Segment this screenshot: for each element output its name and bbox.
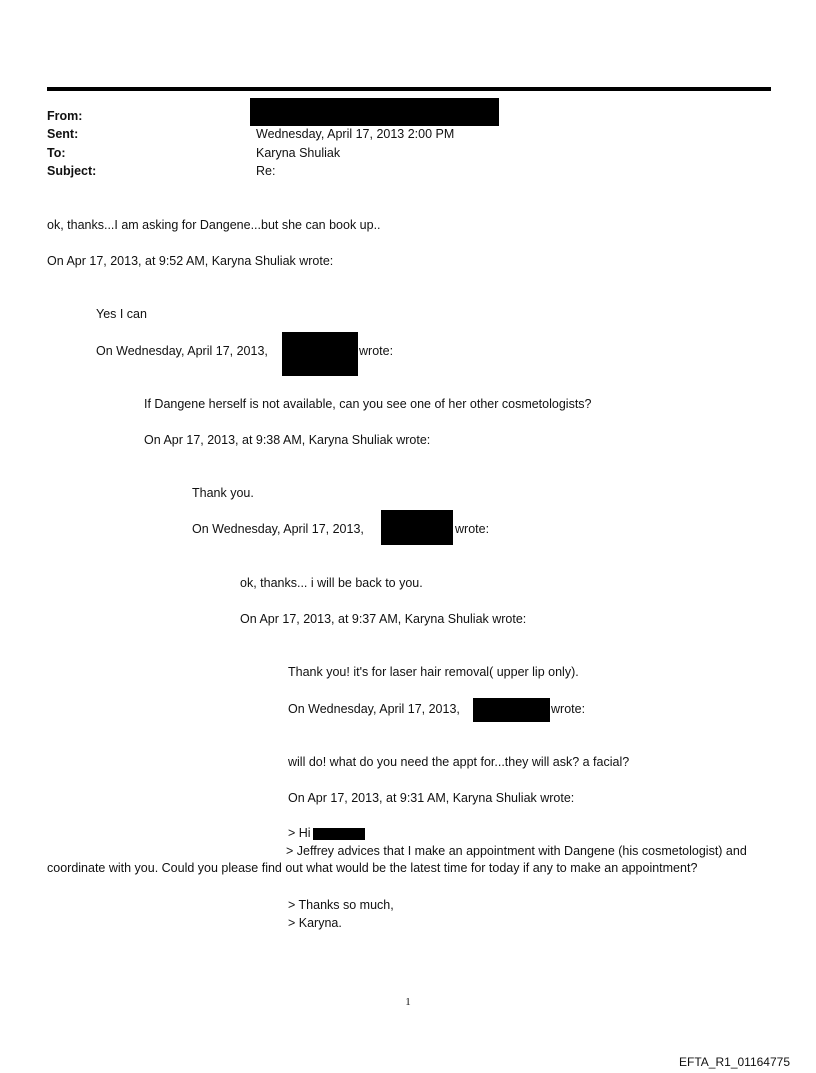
page-number: 1 bbox=[405, 996, 411, 1008]
redaction-sender bbox=[381, 510, 453, 545]
quote-header: On Apr 17, 2013, at 9:31 AM, Karyna Shuliak wrote: bbox=[288, 791, 575, 805]
quote-header: On Apr 17, 2013, at 9:38 AM, Karyna Shuliak wrote: bbox=[144, 433, 431, 447]
body-line: If Dangene herself is not available, can you see one of her other cosmetologists? bbox=[144, 397, 592, 411]
subject-value: Re: bbox=[256, 164, 276, 178]
to-label: To: bbox=[47, 146, 66, 160]
header-rule bbox=[47, 87, 771, 91]
body-line: ok, thanks... i will be back to you. bbox=[240, 576, 423, 590]
body-paragraph-text: > Jeffrey advices that I make an appointment with Dangene (his cosmetologist) and coordinate with you. Could you please find out what would be the latest time for today if any to make an appointment? bbox=[47, 844, 747, 875]
document-id: EFTA_R1_01164775 bbox=[679, 1055, 790, 1069]
quote-header: On Wednesday, April 17, 2013, bbox=[288, 702, 460, 716]
body-paragraph bbox=[47, 843, 767, 877]
quote-header: On Apr 17, 2013, at 9:52 AM, Karyna Shuliak wrote: bbox=[47, 254, 334, 268]
redaction-sender bbox=[282, 332, 358, 376]
quote-header: On Apr 17, 2013, at 9:37 AM, Karyna Shuliak wrote: bbox=[240, 612, 527, 626]
quote-header: On Wednesday, April 17, 2013, bbox=[192, 522, 364, 536]
body-line: Yes I can bbox=[96, 307, 147, 321]
quote-header-wrote: wrote: bbox=[359, 344, 394, 358]
quote-header-wrote: wrote: bbox=[455, 522, 490, 536]
to-value: Karyna Shuliak bbox=[256, 146, 341, 160]
redaction-name bbox=[313, 828, 365, 840]
subject-label: Subject: bbox=[47, 164, 97, 178]
body-line: > Karyna. bbox=[288, 916, 342, 930]
sent-value: Wednesday, April 17, 2013 2:00 PM bbox=[256, 127, 455, 141]
body-line: Thank you! it's for laser hair removal( upper lip only). bbox=[288, 665, 579, 679]
sent-label: Sent: bbox=[47, 127, 79, 141]
body-line: Thank you. bbox=[192, 486, 254, 500]
body-line: will do! what do you need the appt for...they will ask? a facial? bbox=[288, 755, 630, 769]
from-label: From: bbox=[47, 109, 83, 123]
quote-header: On Wednesday, April 17, 2013, bbox=[96, 344, 268, 358]
redaction-from bbox=[250, 98, 499, 126]
redaction-sender bbox=[473, 698, 550, 722]
body-line: > Hi bbox=[288, 826, 311, 840]
body-line: > Thanks so much, bbox=[288, 898, 394, 912]
quote-header-wrote: wrote: bbox=[551, 702, 586, 716]
body-line: ok, thanks...I am asking for Dangene...but she can book up.. bbox=[47, 218, 381, 232]
